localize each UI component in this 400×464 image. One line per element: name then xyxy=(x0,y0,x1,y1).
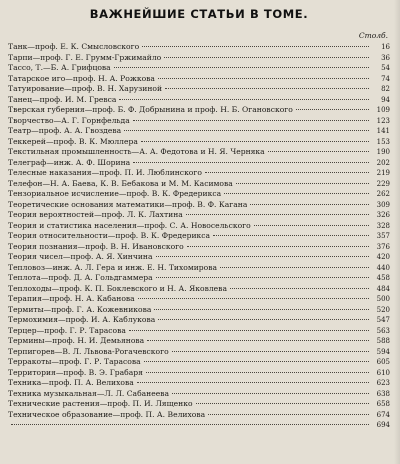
toc-entry xyxy=(8,336,390,347)
toc-entry-column-number: 153 xyxy=(376,137,390,146)
toc-entry-title: Теккерей—проф. В. К. Мюллера xyxy=(8,136,138,146)
toc-entry-column-number: 16 xyxy=(381,43,390,51)
toc-entry-column-number: 458 xyxy=(376,274,390,282)
toc-entry xyxy=(8,210,390,221)
dot-leader xyxy=(141,141,369,142)
toc-entry xyxy=(8,84,390,95)
toc-entry xyxy=(8,242,390,253)
toc-entry-title: Тепловоз—инж. А. Л. Гера и инж. Е. Н. Тихомирова xyxy=(8,262,218,272)
toc-entry-title: Теплота—проф. Д. А. Гольдгаммера xyxy=(8,273,153,282)
toc-entry-title: Теория чисел—проф. А. Я. Хинчина xyxy=(8,252,153,261)
dot-leader xyxy=(213,235,369,236)
dot-leader xyxy=(208,414,369,415)
dot-leader xyxy=(133,120,369,121)
toc-entry-title: Термохимия—проф. И. А. Каблукова xyxy=(8,315,156,324)
toc-entry-column-number: 82 xyxy=(381,85,390,93)
toc-entry-column-number: 229 xyxy=(376,179,390,188)
toc-entry-title: Телефон—Н. А. Баева, К. В. Бебакова и М. М. Касимова xyxy=(8,178,233,188)
toc-entry xyxy=(8,368,390,379)
toc-entry xyxy=(8,200,390,211)
dot-leader xyxy=(205,172,369,173)
toc-entry-column-number: 219 xyxy=(376,169,390,177)
toc-entry xyxy=(8,326,390,337)
toc-entry xyxy=(8,147,390,158)
toc-entry xyxy=(8,357,390,368)
toc-entry-title: Терцер—проф. Г. Р. Тарасова xyxy=(8,325,126,335)
toc-entry-title: Театр—проф. А. А. Гвоздева xyxy=(8,126,122,135)
toc-entry-title: Тарпи—проф. Г. Е. Грумм-Гржимайло xyxy=(8,52,162,62)
toc-entry xyxy=(8,95,390,106)
toc-entry xyxy=(8,168,390,179)
dot-leader xyxy=(138,298,369,299)
toc-entry xyxy=(8,158,390,169)
toc-entry-title: Татуирование—проф. В. Н. Харузиной xyxy=(8,84,163,93)
toc-entry-column-number: 309 xyxy=(376,200,390,209)
toc-entry-title: Терапия—проф. Н. А. Кабанова xyxy=(8,294,135,303)
toc-entry xyxy=(8,378,390,389)
toc-entry-column-number: 623 xyxy=(376,379,390,387)
toc-entry xyxy=(8,347,390,358)
dot-leader xyxy=(158,78,369,79)
toc-entry xyxy=(8,263,390,274)
toc-entry xyxy=(8,189,390,200)
toc-entry-title: Телеграф—инж. А. Ф. Шорина xyxy=(8,157,131,167)
toc-entry-column-number: 123 xyxy=(376,116,390,125)
toc-entry-column-number: 610 xyxy=(376,368,390,377)
toc-entry-column-number: 141 xyxy=(376,127,390,135)
toc-entry-title: Тассо, Т.—Б. А. Грифцова xyxy=(8,63,111,72)
toc-entry xyxy=(8,221,390,232)
toc-entry-column-number: 588 xyxy=(376,337,390,345)
toc-entry-title: Теория и статистика населения—проф. С. А. Новосельского xyxy=(8,220,251,230)
dot-leader xyxy=(154,309,369,310)
toc-entry-column-number: 357 xyxy=(376,232,390,240)
toc-list xyxy=(8,42,390,431)
dot-leader xyxy=(156,256,369,257)
toc-entry xyxy=(8,410,390,421)
toc-entry xyxy=(8,231,390,242)
toc-entry-column-number: 674 xyxy=(376,410,390,419)
dot-leader xyxy=(142,46,369,47)
toc-entry-column-number: 638 xyxy=(376,389,390,398)
toc-entry-column-number: 440 xyxy=(376,263,390,272)
dot-leader xyxy=(11,424,369,425)
toc-entry xyxy=(8,315,390,326)
toc-entry xyxy=(8,179,390,190)
toc-entry-column-number: 326 xyxy=(376,211,390,219)
toc-entry-column-number: 605 xyxy=(376,358,390,366)
page-title: ВАЖНЕЙШИЕ СТАТЬИ В ТОМЕ. xyxy=(89,7,309,21)
page-fold-shadow xyxy=(394,0,400,464)
toc-entry-title: Термины—проф. Н. И. Демьянова xyxy=(8,336,145,345)
toc-entry-title: Танк—проф. Е. К. Смысловского xyxy=(8,42,140,51)
toc-entry-column-number: 563 xyxy=(376,326,390,335)
toc-entry xyxy=(8,389,390,400)
toc-entry-column-number: 547 xyxy=(376,316,390,324)
toc-entry-title: Термиты—проф. Г. А. Кожевникова xyxy=(8,304,152,314)
toc-entry-title: Технические растения—проф. П. И. Лященко xyxy=(8,399,193,408)
toc-entry-column-number: 376 xyxy=(376,242,390,251)
toc-entry-title: Тверская губерния—проф. Б. Ф. Добрынина и проф. Н. Б. Огановского xyxy=(8,105,293,114)
toc-entry-column-number: 36 xyxy=(381,53,390,62)
toc-entry xyxy=(8,63,390,74)
dot-leader xyxy=(268,151,369,152)
toc-entry-title: Техническое образование—проф. П. А. Велихова xyxy=(8,409,206,419)
dot-leader xyxy=(147,340,369,341)
toc-entry-column-number: 658 xyxy=(376,400,390,408)
toc-entry xyxy=(8,74,390,85)
dot-leader xyxy=(133,162,369,163)
toc-entry-title: Техника музыкальная—Л. Л. Сабанеева xyxy=(8,388,170,398)
toc-entry-title: Территория—проф. В. Э. Грабаря xyxy=(8,367,143,377)
toc-entry-column-number: 694 xyxy=(376,421,390,429)
toc-entry-column-number: 328 xyxy=(376,221,390,230)
toc-entry-column-number: 520 xyxy=(376,305,390,314)
toc-entry-title: Терпигорев—В. Л. Львова-Рогачевского xyxy=(8,346,169,356)
toc-entry-title: Тензориальное исчисление—проф. В. К. Фредерикса xyxy=(8,189,222,198)
toc-entry xyxy=(8,252,390,263)
dot-leader xyxy=(172,393,369,394)
dot-leader xyxy=(220,267,369,268)
dot-leader xyxy=(146,372,369,373)
toc-entry xyxy=(8,305,390,316)
dot-leader xyxy=(296,109,369,110)
toc-entry-title: Теоретические основания математики—проф. В. Ф. Кагана xyxy=(8,199,248,209)
dot-leader xyxy=(129,330,369,331)
dot-leader xyxy=(164,57,369,58)
dot-leader xyxy=(236,183,369,184)
dot-leader xyxy=(114,67,369,68)
toc-entry-column-number: 202 xyxy=(376,158,390,167)
dot-leader xyxy=(224,193,369,194)
dot-leader xyxy=(196,403,369,404)
toc-entry xyxy=(8,273,390,284)
toc-entry-title: Танец—проф. И. М. Гревса xyxy=(8,94,117,104)
toc-entry-title: Теория вероятностей—проф. Л. К. Лахтина xyxy=(8,210,183,219)
dot-leader xyxy=(144,361,369,362)
toc-entry-title: Терракоты—проф. Г. Р. Тарасова xyxy=(8,357,141,366)
toc-entry xyxy=(8,399,390,410)
toc-entry-title: Татарское иго—проф. Н. А. Рожкова xyxy=(8,73,155,83)
toc-entry-column-number: 74 xyxy=(381,74,390,83)
dot-leader xyxy=(124,130,369,131)
dot-leader xyxy=(119,99,369,100)
dot-leader xyxy=(137,382,369,383)
toc-entry-column-number: 94 xyxy=(381,95,390,104)
toc-entry xyxy=(8,42,390,53)
dot-leader xyxy=(172,351,369,352)
dot-leader xyxy=(156,277,369,278)
toc-entry-title: Творчество—А. Г. Горнфельда xyxy=(8,115,130,125)
toc-entry-column-number: 109 xyxy=(376,106,390,114)
toc-entry xyxy=(8,116,390,127)
toc-entry-column-number: 190 xyxy=(376,148,390,156)
toc-entry-title: Текстильная промышленность—А. А. Федотова и Н. Я. Черняка xyxy=(8,147,265,156)
dot-leader xyxy=(254,225,369,226)
toc-entry-title: Телесные наказания—проф. П. И. Люблинского xyxy=(8,168,202,177)
toc-entry xyxy=(8,420,390,431)
dot-leader xyxy=(187,246,369,247)
toc-entry-column-number: 500 xyxy=(376,295,390,303)
toc-entry-title: Техника—проф. П. А. Велихова xyxy=(8,378,134,387)
toc-entry-title: Теплоходы—проф. К. П. Боклевского и Н. А. Яковлева xyxy=(8,283,227,293)
toc-entry-column-number: 484 xyxy=(376,284,390,293)
toc-entry xyxy=(8,105,390,116)
dot-leader xyxy=(186,214,369,215)
toc-entry-column-number: 420 xyxy=(376,253,390,261)
dot-leader xyxy=(250,204,369,205)
toc-entry xyxy=(8,294,390,305)
toc-entry-title: Теория познания—проф. В. Н. Ивановского xyxy=(8,241,184,251)
toc-entry xyxy=(8,284,390,295)
toc-entry xyxy=(8,53,390,64)
toc-entry-column-number: 262 xyxy=(376,190,390,198)
toc-entry xyxy=(8,126,390,137)
dot-leader xyxy=(230,288,369,289)
toc-entry-column-number: 594 xyxy=(376,347,390,356)
toc-entry-column-number: 54 xyxy=(381,64,390,72)
dot-leader xyxy=(158,319,369,320)
column-header: Столб. xyxy=(358,31,388,40)
dot-leader xyxy=(165,88,369,89)
toc-entry xyxy=(8,137,390,148)
toc-entry-title: Теория относительности—проф. В. К. Фредерикса xyxy=(8,231,211,240)
